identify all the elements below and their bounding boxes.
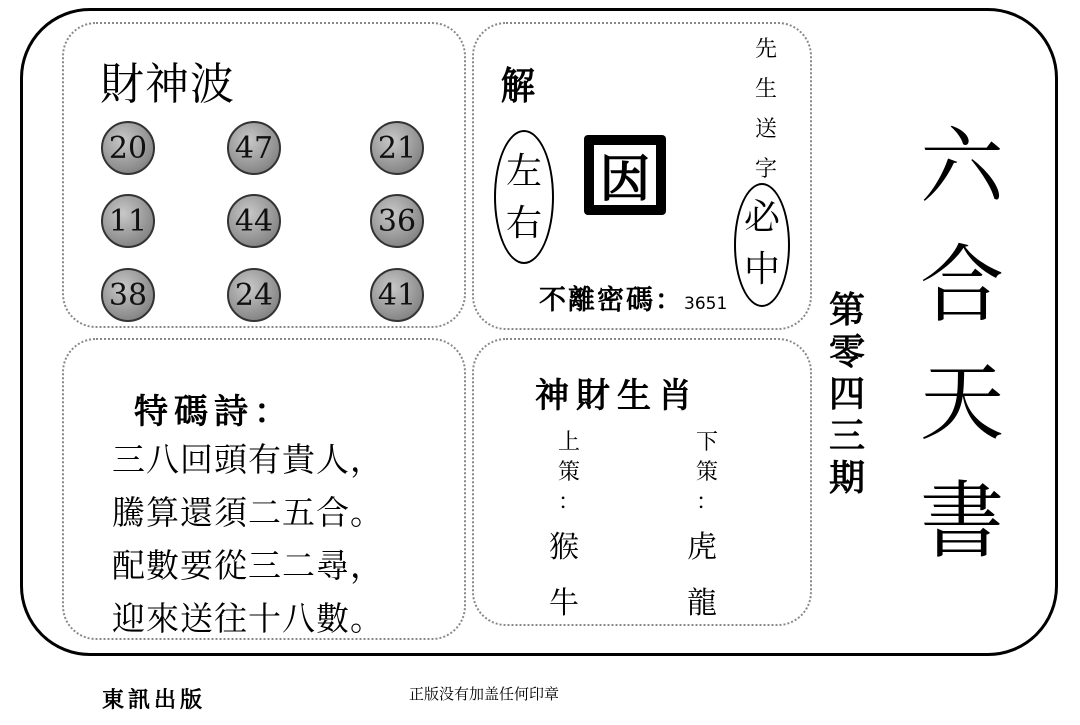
poem-line: 配數要從三二尋， bbox=[112, 546, 384, 585]
label-char: ： bbox=[695, 490, 718, 515]
riddle-box-character bbox=[584, 135, 666, 215]
secret-code-label: 不離密碼： bbox=[539, 285, 684, 316]
left-right-text bbox=[494, 146, 554, 250]
title-char: 六 bbox=[919, 118, 1004, 216]
label-char: 下 bbox=[695, 430, 718, 455]
label-char: 策 bbox=[695, 460, 718, 485]
number-ball: 47 bbox=[227, 121, 281, 175]
poem-line: 迎來送往十八數。 bbox=[112, 599, 384, 638]
lower-animal: 虎 bbox=[687, 530, 717, 565]
upper-animal: 牛 bbox=[549, 586, 579, 621]
number-ball: 20 bbox=[101, 121, 155, 175]
number-ball: 24 bbox=[227, 268, 281, 322]
issue-char: 三 bbox=[828, 416, 865, 457]
riddle-character: 因 bbox=[594, 145, 656, 205]
ss-char: 送 bbox=[754, 117, 777, 142]
number-ball: 36 bbox=[370, 194, 424, 248]
sure-hit-text bbox=[734, 192, 790, 296]
upper-strategy-label bbox=[549, 428, 589, 518]
title-char: 合 bbox=[919, 236, 1004, 334]
label-char: 策 bbox=[557, 460, 580, 485]
title-char: 書 bbox=[919, 472, 1004, 570]
label-char: 上 bbox=[557, 430, 580, 455]
mr-gives-word-text bbox=[746, 30, 786, 190]
poem-line: 三八回頭有貴人， bbox=[112, 440, 384, 479]
genuine-notice: 正版没有加盖任何印章 bbox=[409, 685, 560, 703]
right-char: 右 bbox=[505, 203, 542, 244]
issue-number bbox=[822, 290, 872, 500]
zhong-char: 中 bbox=[743, 249, 780, 290]
issue-char: 零 bbox=[828, 332, 865, 373]
poem-title: 特碼詩： bbox=[134, 392, 294, 432]
lower-animal: 龍 bbox=[687, 586, 717, 621]
zodiac-title: 神財生肖 bbox=[535, 376, 699, 416]
secret-code bbox=[539, 278, 727, 317]
main-title bbox=[902, 108, 1022, 580]
issue-char: 期 bbox=[828, 458, 865, 499]
title-char: 天 bbox=[919, 354, 1004, 452]
poem-line: 騰算還須二五合。 bbox=[112, 493, 384, 532]
issue-char: 第 bbox=[828, 290, 865, 331]
wealth-panel-title: 財神波 bbox=[100, 59, 235, 110]
number-ball: 21 bbox=[370, 121, 424, 175]
number-ball: 41 bbox=[370, 268, 424, 322]
ss-char: 字 bbox=[754, 157, 777, 182]
number-ball: 44 bbox=[227, 194, 281, 248]
bi-char: 必 bbox=[743, 197, 780, 238]
left-char: 左 bbox=[505, 151, 542, 192]
ss-char: 先 bbox=[754, 37, 777, 62]
label-char: ： bbox=[557, 490, 580, 515]
issue-char: 四 bbox=[828, 374, 865, 415]
upper-animal: 猴 bbox=[549, 530, 579, 565]
publisher: 東訊出版 bbox=[102, 688, 207, 713]
number-ball: 38 bbox=[101, 268, 155, 322]
number-ball: 11 bbox=[101, 194, 155, 248]
ss-char: 生 bbox=[754, 77, 777, 102]
secret-code-value: 3651 bbox=[684, 294, 728, 314]
riddle-label: 解 bbox=[500, 64, 532, 108]
lower-strategy-label bbox=[687, 428, 727, 518]
